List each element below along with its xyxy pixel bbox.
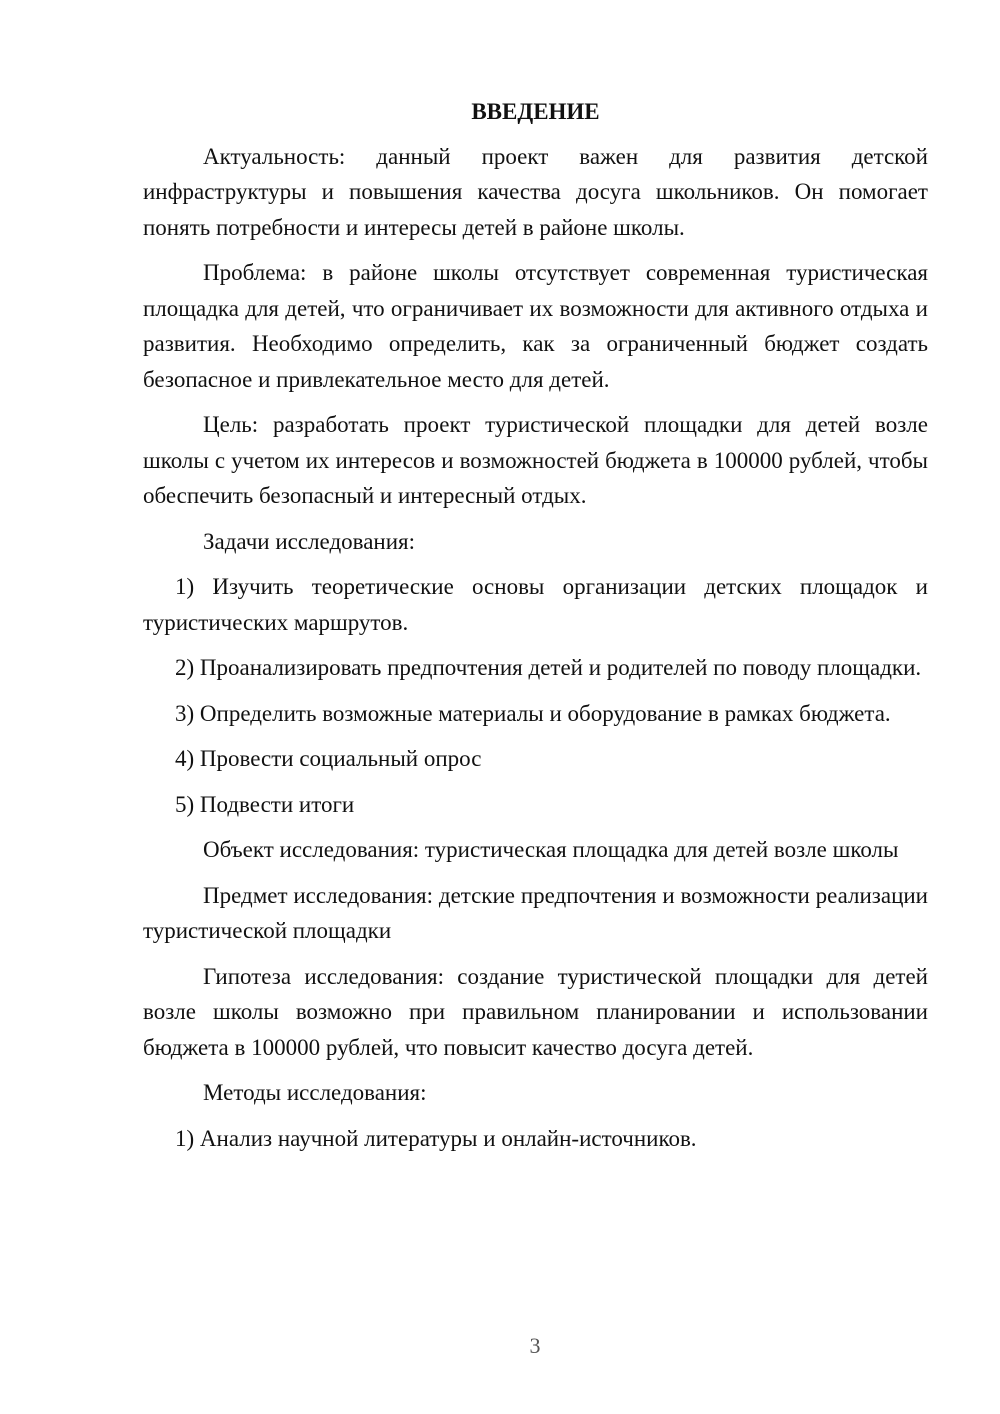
- subject-paragraph: Предмет исследования: детские предпочтения и возможности реализации туристической площадки: [143, 882, 928, 943]
- page-number: 3: [529, 1333, 541, 1358]
- task-item-2: 2) Проанализировать предпочтения детей и родителей по поводу площадки.: [175, 655, 922, 680]
- task-item-4: 4) Провести социальный опрос: [175, 746, 482, 771]
- tasks-heading: Задачи исследования:: [203, 528, 416, 554]
- methods-heading: Методы исследования:: [203, 1080, 427, 1105]
- page-content: [143, 94, 928, 1166]
- hypothesis-paragraph: Гипотеза исследования: создание туристической площадки для детей возле школы возможно при правильном планировании и использовании бюджета в 100000 рублей, что повысит качество досуга детей.: [143, 963, 928, 1060]
- method-item-1: 1) Анализ научной литературы и онлайн-источников.: [175, 1125, 697, 1151]
- problem-paragraph: Проблема: в районе школы отсутствует современная туристическая площадка для детей, что ограничивает их возможности для активного отдыха и развития. Необходимо определить, как за ограниченный бюджет создать безопасное и привлекательное место для детей.: [143, 260, 928, 392]
- section-title: ВВЕДЕНИЕ: [471, 99, 600, 124]
- task-item-5: 5) Подвести итоги: [175, 791, 355, 817]
- task-item-1: 1) Изучить теоретические основы организации детских площадок и туристических маршрутов.: [143, 574, 928, 635]
- relevance-paragraph: Актуальность: данный проект важен для развития детской инфраструктуры и повышения качества досуга школьников. Он помогает понять потребности и интересы детей в районе школы.: [143, 143, 928, 240]
- object-paragraph: Объект исследования: туристическая площадка для детей возле школы: [203, 837, 899, 862]
- task-item-3: 3) Определить возможные материалы и оборудование в рамках бюджета.: [175, 700, 891, 726]
- goal-paragraph: Цель: разработать проект туристической площадки для детей возле школы с учетом их интересов и возможностей бюджета в 100000 рублей, чтобы обеспечить безопасный и интересный отдых.: [143, 412, 928, 508]
